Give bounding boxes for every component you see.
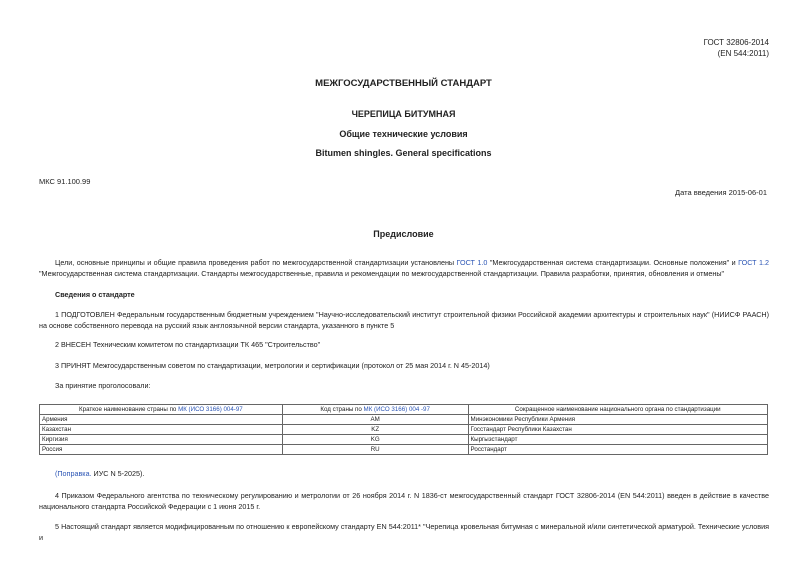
- column-header-body: Сокращенное наименование национального органа по стандартизации: [468, 405, 767, 415]
- cell-body: Минэкономики Республики Армения: [468, 415, 767, 425]
- table-row: [40, 435, 768, 445]
- cell-country: Казахстан: [40, 425, 283, 435]
- table-row: [40, 415, 768, 425]
- preface-heading: Предисловие: [373, 229, 434, 239]
- item-5-modified: 5 Настоящий стандарт является модифицированным по отношению к европейскому стандарту EN 544:2011* "Черепица кровельная битумная с минеральной и/или синтетической арматурой. Технические условия и: [39, 522, 769, 542]
- amendment-note: [39, 469, 769, 480]
- preface-paragraph-1: [39, 258, 769, 279]
- cell-country: Армения: [40, 415, 283, 425]
- item-1-prepared: 1 ПОДГОТОВЛЕН Федеральным государственным бюджетным учреждением "Научно-исследовательский институт строительной физики Российской академии архитектуры и строительных наук" (НИИСФ РААСН) на основе собственного перевода на русский язык англоязычной версии стандарта, указанного в пункте 5: [39, 310, 769, 330]
- table-header-row: [40, 405, 768, 415]
- standard-info-heading: Сведения о стандарте: [55, 290, 135, 299]
- intro-date: Дата введения 2015-06-01: [675, 188, 767, 197]
- en-code: (EN 544:2011): [717, 49, 769, 58]
- cell-code: RU: [282, 445, 468, 455]
- gost-1-2-link[interactable]: ГОСТ 1.2: [738, 258, 769, 267]
- p1-text-b: "Межгосударственная система стандартизации. Основные положения" и: [487, 258, 739, 267]
- mks-code: МКС 91.100.99: [39, 177, 91, 186]
- document-title-english: Bitumen shingles. General specifications: [315, 148, 492, 158]
- table-row: [40, 445, 768, 455]
- table-row: [40, 425, 768, 435]
- cell-code: KG: [282, 435, 468, 445]
- item-4-order: 4 Приказом Федерального агентства по техническому регулированию и метрологии от 26 ноября 2014 г. N 1836-ст межгосударственный стандарт ГОСТ 32806-2014 (EN 544:2011) введен в действие в качестве национального стандарта Российской Федерации с 1 июня 2015 г.: [39, 491, 769, 511]
- cell-body: Росстандарт: [468, 445, 767, 455]
- voted-label: За принятие проголосовали:: [55, 381, 151, 390]
- standard-heading: МЕЖГОСУДАРСТВЕННЫЙ СТАНДАРТ: [315, 78, 492, 89]
- p1-text-a: Цели, основные принципы и общие правила проведения работ по межгосударственной стандартизации установлены: [55, 258, 457, 267]
- amendment-link[interactable]: (Поправка.: [55, 469, 92, 478]
- item-3-adopted: 3 ПРИНЯТ Межгосударственным советом по стандартизации, метрологии и сертификации (протокол от 25 мая 2014 г. N 45-2014): [55, 361, 490, 370]
- cell-code: KZ: [282, 425, 468, 435]
- amendment-text: ИУС N 5-2025).: [91, 469, 145, 478]
- p1-text-c: "Межгосударственная система стандартизации. Стандарты межгосударственные, правила и рекомендации по межгосударственной стандартизации. Правила разработки, принятия, обновления и отмены": [39, 268, 725, 278]
- cell-body: Госстандарт Республики Казахстан: [468, 425, 767, 435]
- gost-1-0-link[interactable]: ГОСТ 1.0: [456, 258, 488, 267]
- cell-code: AM: [282, 415, 468, 425]
- column-header-code: Код страны по МК (ИСО 3166) 004 -97: [282, 405, 468, 415]
- cell-country: Россия: [40, 445, 283, 455]
- document-code: [704, 37, 769, 59]
- mk-iso-link[interactable]: МК (ИСО 3166) 004-97: [178, 406, 243, 413]
- cell-country: Киргизия: [40, 435, 283, 445]
- mk-iso-code-link[interactable]: МК (ИСО 3166) 004 -97: [363, 406, 430, 413]
- item-2-submitted: 2 ВНЕСЕН Техническим комитетом по стандартизации ТК 465 "Строительство": [55, 340, 321, 349]
- member-states-table: [39, 404, 768, 455]
- document-subtitle: Общие технические условия: [339, 129, 468, 139]
- document-title: ЧЕРЕПИЦА БИТУМНАЯ: [351, 109, 456, 119]
- gost-code: ГОСТ 32806-2014: [703, 38, 769, 47]
- column-header-country: Краткое наименование страны по МК (ИСО 3166) 004-97: [40, 405, 283, 415]
- cell-body: Кыргызстандарт: [468, 435, 767, 445]
